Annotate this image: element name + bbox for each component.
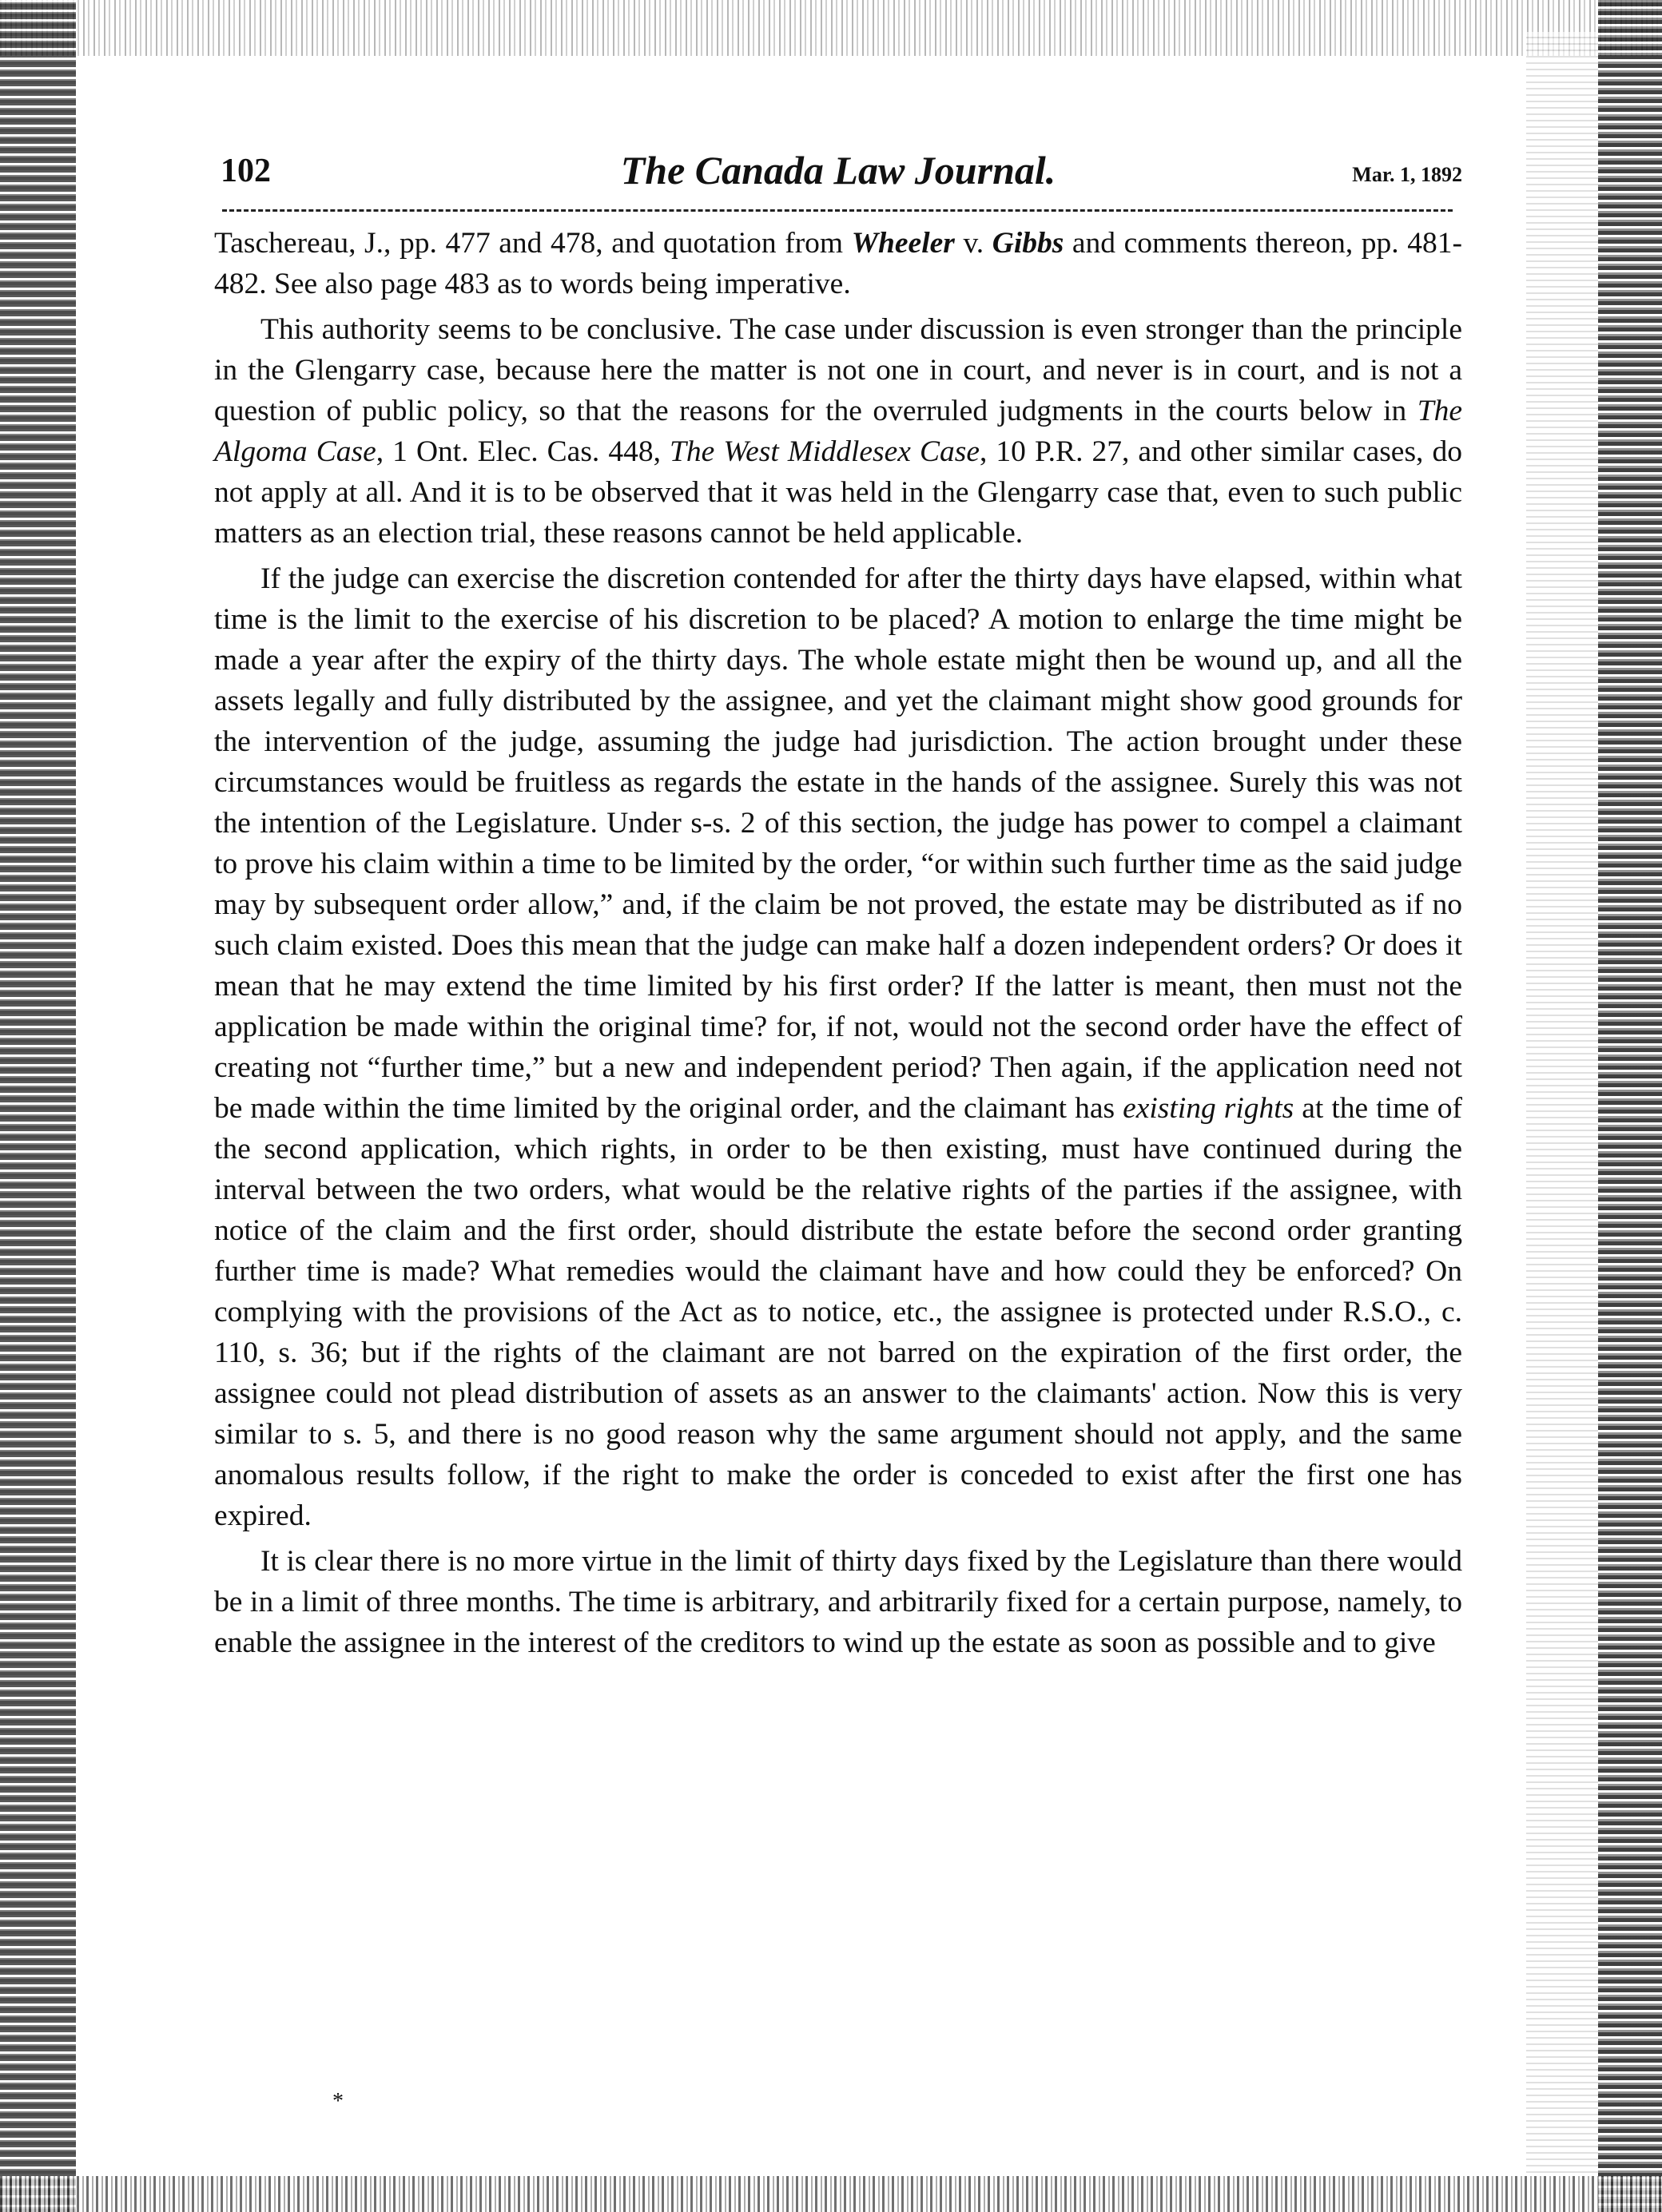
page-number: 102 [221, 153, 271, 189]
paragraph-text: It is clear there is no more virtue in the limit of thirty days fixed by the Legislature than there would be in a limit of three months. The time is arbitrary, and arbitrarily fixed for a certain purpose, namely, to enable the assignee in the interest of the creditors to wind up the estate as soon as possible and to give [214, 1545, 1462, 1659]
paragraph-2 [214, 309, 1462, 554]
issue-date: Mar. 1, 1892 [1352, 163, 1462, 186]
citation-text: The Algoma Case [214, 395, 1462, 468]
running-head [214, 148, 1462, 208]
journal-title: The Canada Law Journal. [620, 148, 1056, 193]
scan-edge-right [1598, 0, 1662, 2212]
scan-edge-right-inner [1526, 32, 1598, 2173]
citation-text: The West Middlesex Case [670, 435, 980, 468]
paragraph-1 [214, 223, 1462, 304]
citation-text: Wheeler [851, 227, 955, 260]
paragraph-3 [214, 558, 1462, 1536]
scan-edge-left [0, 0, 76, 2212]
paragraph-text: , 1 Ont. Elec. Cas. 448, [376, 435, 670, 468]
citation-text: existing rights [1123, 1092, 1294, 1125]
journal-page [214, 148, 1463, 1663]
header-rule [222, 209, 1453, 212]
paragraph-text: Taschereau, J., pp. 477 and 478, and quotation from [214, 227, 852, 260]
footer-mark: * [332, 2089, 344, 2114]
citation-text: Gibbs [992, 227, 1064, 260]
paragraph-text: v. [954, 227, 992, 260]
scan-edge-bottom [0, 2176, 1662, 2212]
paragraph-text: at the time of the second application, which rights, in order to be then existing, must have continued during the interval between the two orders, what would be the relative rights of the parties if the assignee, with notice of the claim and the first order, should distribute the estate before the second order granting further time is made? What remedies would the claimant have and how could they be enforced? On complying with the provisions of the Act as to notice, etc., the assignee is protected under R.S.O., c. 110, s. 36; but if the rights of the claimant are not barred on the expiration of the first order, the assignee could not plead distribution of assets as an answer to the claimants' action. Now this is very similar to s. 5, and there is no good reason why the same argument should not apply, and the same anomalous results follow, if the right to make the order is conceded to exist after the first one has expired. [214, 1092, 1463, 1532]
paragraph-text: This authority seems to be conclusive. The case under discussion is even stronger than the principle in the Glengarry case, because here the matter is not one in court, and never is in court, and is not a question of public policy, so that the reasons for the overruled judgments in the courts below in [214, 313, 1462, 427]
scan-edge-top [0, 0, 1662, 56]
paragraph-text: and comments thereon, pp. 481-482. See also page 483 as to words being imperative. [214, 227, 1462, 300]
paragraph-text: If the judge can exercise the discretion contended for after the thirty days have elapsed, within what time is the limit to the exercise of his discretion to be placed? A motion to enlarge the time might be made a year after the expiry of the thirty days. The whole estate might then be wound up, and all the assets legally and fully distributed by the assignee, and yet the claimant might show good grounds for the intervention of the judge, assuming the judge had jurisdiction. The action brought under these circumstances would be fruitless as regards the estate in the hands of the assignee. Surely this was not the intention of the Legislature. Under s-s. 2 of this section, the judge has power to compel a claimant to prove his claim within a time to be limited by the order, “or within such further time as the said judge may by subsequent order allow,” and, if the claim be not proved, the estate may be distributed as if no such claim existed. Does this mean that the judge can make half a dozen independent orders? Or does it mean that he may extend the time limited by his first order? If the latter is meant, then must not the application be made within the original time? for, if not, would not the second order have the effect of creating not “further time,” but a new and independent period? Then again, if the application need not be made within the time limited by the original order, and the claimant has [214, 562, 1462, 1125]
paragraph-text: , 10 P.R. 27, and other similar cases, do not apply at all. And it is to be observed that it was held in the Glengarry case that, even to such public matters as an election trial, these reasons cannot be held applicable. [214, 435, 1462, 550]
article-body [214, 223, 1462, 1663]
paragraph-4 [214, 1541, 1462, 1663]
